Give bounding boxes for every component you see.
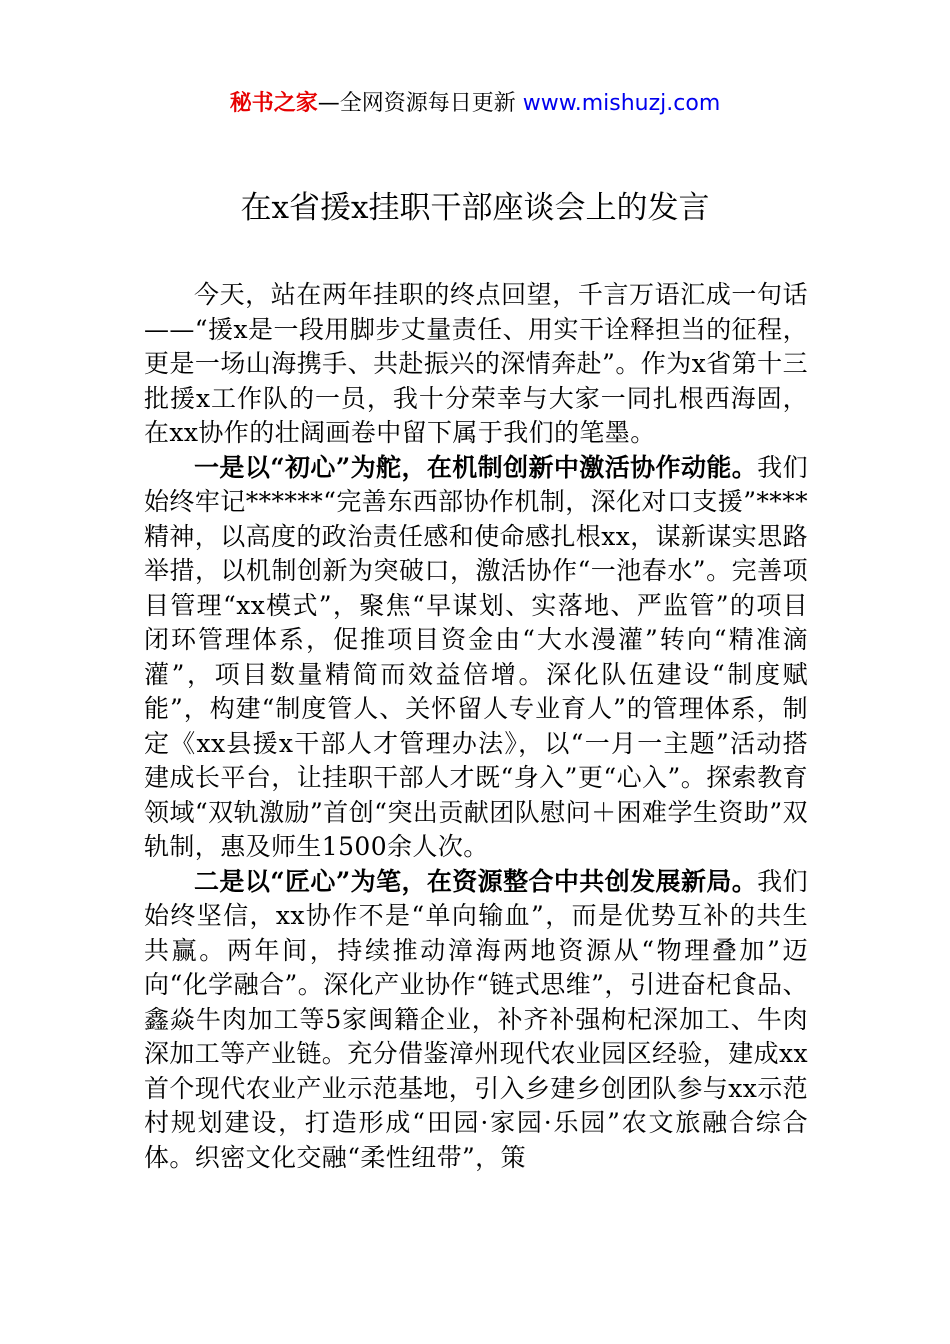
site-url-link[interactable]: www.mishuzj.com: [522, 91, 721, 116]
site-brand: 秘书之家: [229, 91, 318, 116]
paragraph-heading: 二是以“匠心”为笔，在资源整合中共创发展新局。: [194, 866, 758, 896]
site-slogan: —全网资源每日更新: [317, 91, 516, 116]
document-body: [144, 278, 808, 1175]
paragraph-intro: [144, 278, 808, 451]
paragraph-heading: 一是以“初心”为舵，在机制创新中激活协作动能。: [194, 452, 758, 482]
site-header: [0, 88, 950, 120]
paragraph-point-two: [144, 865, 808, 1176]
paragraph-text: 我们始终牢记******“完善东西部协作机制，深化对口支援”****精神，以高度的政治责任感和使命感扎根xx，谋新谋实思路举措，以机制创新为突破口，激活协作“一池春水”。完善项目管理“xx模式”，聚焦“早谋划、实落地、严监管”的项目闭环管理体系，促推项目资金由“大水漫灌”转向“精准滴灌”，项目数量精简而效益倍增。深化队伍建设“制度赋能”，构建“制度管人、关怀留人专业育人”的管理体系，制定《xx县援x干部人才管理办法》，以“一月一主题”活动搭建成长平台，让挂职干部人才既“身入”更“心入”。探索教育领域“双轨激励”首创“突出贡献团队慰问＋困难学生资助”双轨制，惠及师生1500余人次。: [144, 452, 809, 861]
paragraph-point-one: [144, 451, 808, 865]
paragraph-text: 我们始终坚信，xx协作不是“单向输血”，而是优势互补的共生共赢。两年间，持续推动漳海两地资源从“物理叠加”迈向“化学融合”。深化产业协作“链式思维”，引进奋杞食品、鑫焱牛肉加工等5家闽籍企业，补齐补强枸杞深加工、牛肉深加工等产业链。充分借鉴漳州现代农业园区经验，建成xx首个现代农业产业示范基地，引入乡建乡创团队参与xx示范村规划建设，打造形成“田园·家园·乐园”农文旅融合综合体。织密文化交融“柔性纽带”，策: [144, 866, 809, 1172]
document-title: 在x省援x挂职干部座谈会上的发言: [240, 190, 710, 226]
paragraph-text: 今天，站在两年挂职的终点回望，千言万语汇成一句话——“援x是一段用脚步丈量责任、用实干诠释担当的征程，更是一场山海携手、共赴振兴的深情奔赴”。作为x省第十三批援x工作队的一员，我十分荣幸与大家一同扎根西海固，在xx协作的壮阔画卷中留下属于我们的笔墨。: [144, 280, 808, 447]
